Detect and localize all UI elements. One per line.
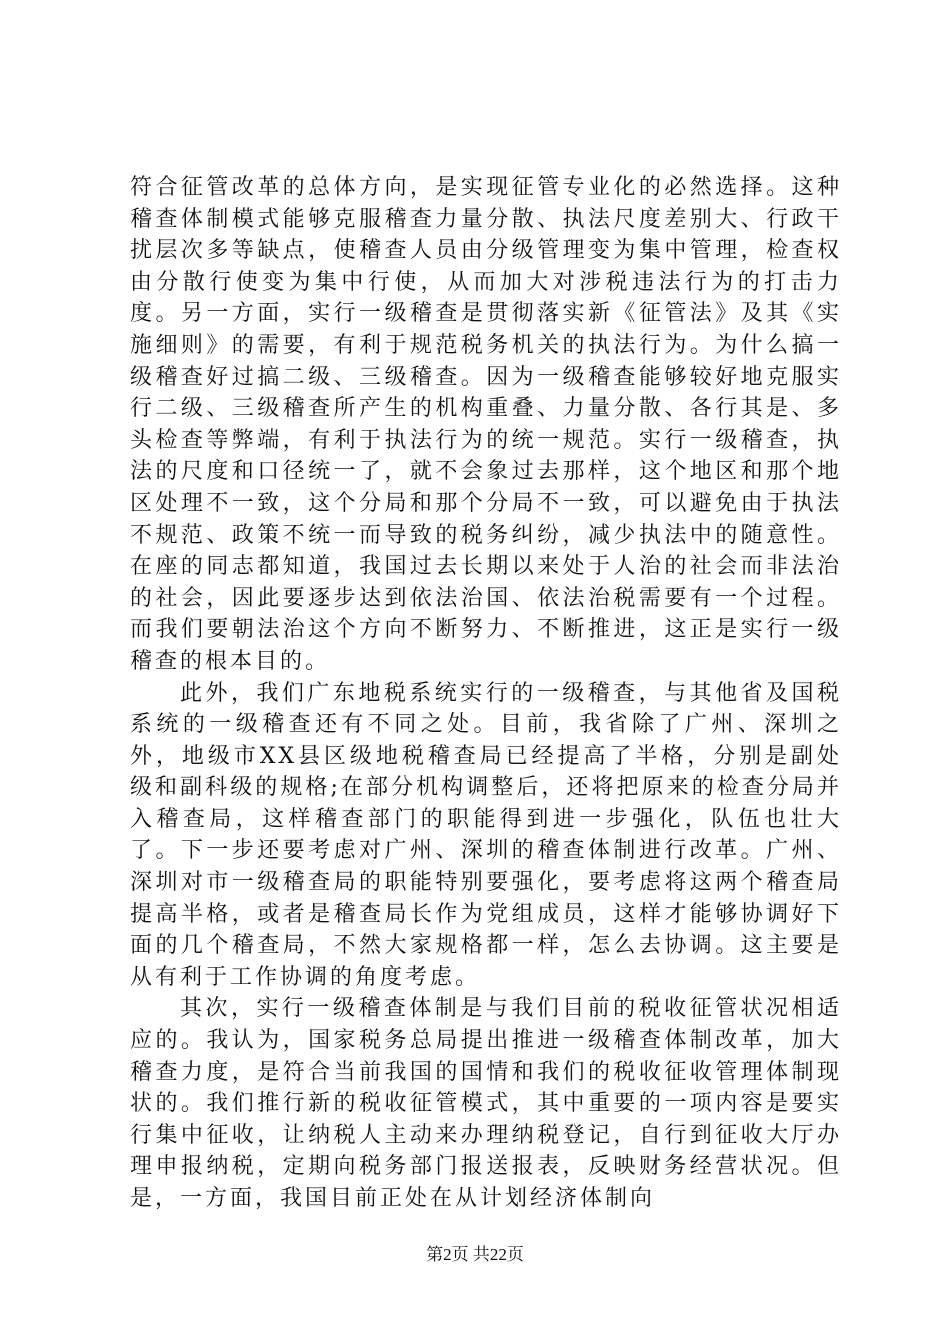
paragraph-2: 此外，我们广东地税系统实行的一级稽查，与其他省及国税系统的一级稽查还有不同之处。目前，我省除了广州、深圳之外，地级市XX县区级地税稽查局已经提高了半格，分别是副处级和副科级的规格;在部分机构调整后，还将把原来的检查分局并入稽查局，这样稽查部门的职能得到进一步强化，队伍也壮大了。下一步还要考虑对广州、深圳的稽查体制进行改革。广州、深圳对市一级稽查局的职能特别要强化，要考虑将这两个稽查局提高半格，或者是稽查局长作为党组成员，这样才能够协调好下面的几个稽查局，不然大家规格都一样，怎么去协调。这主要是从有利于工作协调的角度考虑。	[130, 680, 842, 990]
page-footer: 第2页 共22页	[426, 1245, 524, 1264]
paragraph-1: 符合征管改革的总体方向，是实现征管专业化的必然选择。这种稽查体制模式能够克服稽查力量分散、执法尺度差别大、行政干扰层次多等缺点，使稽查人员由分级管理变为集中管理，检查权由分散行使变为集中行使，从而加大对涉税违法行为的打击力度。另一方面，实行一级稽查是贯彻落实新《征管法》及其《实施细则》的需要，有利于规范税务机关的执法行为。为什么搞一级稽查好过搞二级、三级稽查。因为一级稽查能够较好地克服实行二级、三级稽查所产生的机构重叠、力量分散、各行其是、多头检查等弊端，有利于执法行为的统一规范。实行一级稽查，执法的尺度和口径统一了，就不会象过去那样，这个地区和那个地区处理不一致，这个分局和那个分局不一致，可以避免由于执法不规范、政策不统一而导致的税务纠纷，减少执法中的随意性。在座的同志都知道，我国过去长期以来处于人治的社会而非法治的社会，因此要逐步达到依法治国、依法治税需要有一个过程。而我们要朝法治这个方向不断努力、不断推进，这正是实行一级稽查的根本目的。	[130, 175, 842, 674]
document-body	[130, 172, 842, 1215]
paragraph-3: 其次，实行一级稽查体制是与我们目前的税收征管状况相适应的。我认为，国家税务总局提出推进一级稽查体制改革，加大稽查力度，是符合当前我国的国情和我们的税收征收管理体制现状的。我们推行新的税收征管模式，其中重要的一项内容是要实行集中征收，让纳税人主动来办理纳税登记，自行到征收大厅办理申报纳税，定期向税务部门报送报表，反映财务经营状况。但是，一方面，我国目前正处在从计划经济体制向	[130, 996, 842, 1211]
